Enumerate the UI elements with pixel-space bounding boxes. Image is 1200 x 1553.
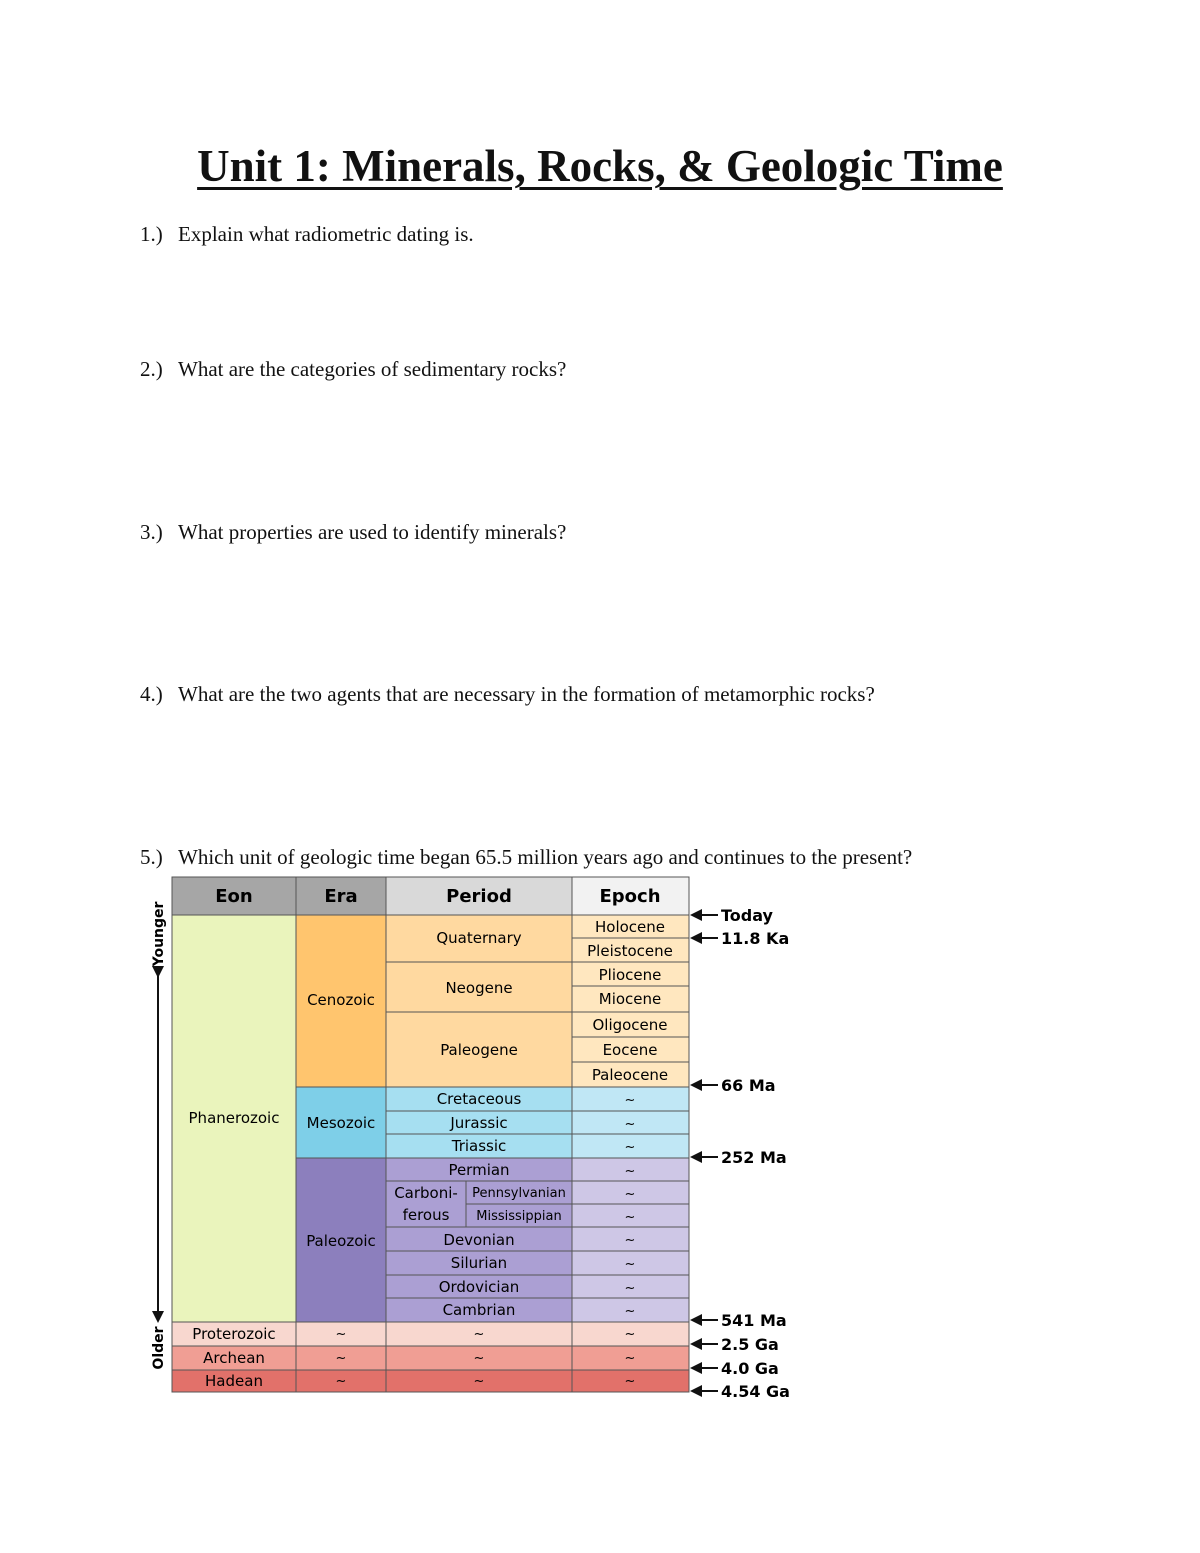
hadean-era-placeholder: ~ (335, 1374, 347, 1389)
archean-epoch-placeholder: ~ (624, 1351, 636, 1366)
era-paleozoic: Paleozoic (306, 1232, 376, 1250)
question-text: What properties are used to identify minerals? (178, 520, 567, 544)
question-text: Which unit of geologic time began 65.5 million years ago and continues to the present? (178, 845, 913, 869)
archean-era-placeholder: ~ (335, 1351, 347, 1366)
axis-younger-label: Younger (151, 901, 167, 967)
period-paleogene: Paleogene (440, 1041, 518, 1059)
epoch-devonian-placeholder: ~ (624, 1233, 636, 1248)
question-number: 2.) (140, 357, 163, 381)
marker-2-5-ga (696, 1335, 779, 1354)
period-ordovician: Ordovician (438, 1278, 520, 1296)
epoch-miocene: Miocene (598, 990, 662, 1008)
marker-4-54-ga-label: 4.54 Ga (721, 1382, 790, 1401)
epoch-permian-placeholder: ~ (624, 1164, 636, 1179)
question-4 (140, 682, 875, 707)
eon-hadean: Hadean (205, 1372, 263, 1390)
marker-today (696, 906, 774, 925)
marker-2-5-ga-label: 2.5 Ga (721, 1335, 779, 1354)
epoch-pliocene: Pliocene (598, 966, 662, 984)
period-cambrian: Cambrian (442, 1301, 516, 1319)
question-number: 5.) (140, 845, 163, 869)
epoch-pleistocene: Pleistocene (587, 942, 673, 960)
question-3 (140, 520, 566, 545)
hadean-period-placeholder: ~ (473, 1374, 485, 1389)
geologic-timescale-figure (140, 872, 800, 1402)
eon-proterozoic: Proterozoic (192, 1325, 276, 1343)
epoch-jurassic-placeholder: ~ (624, 1117, 636, 1132)
epoch-pennsylvanian-placeholder: ~ (624, 1187, 636, 1202)
page-title: Unit 1: Minerals, Rocks, & Geologic Time (197, 141, 1003, 191)
period-jurassic: Jurassic (450, 1114, 508, 1132)
marker-4-0-ga-label: 4.0 Ga (721, 1359, 779, 1378)
epoch-cretaceous-placeholder: ~ (624, 1093, 636, 1108)
epoch-eocene: Eocene (602, 1041, 658, 1059)
epoch-silurian-placeholder: ~ (624, 1257, 636, 1272)
eon-archean: Archean (203, 1349, 265, 1367)
period-devonian: Devonian (443, 1231, 515, 1249)
epoch-mississippian-placeholder: ~ (624, 1210, 636, 1225)
epoch-triassic-placeholder: ~ (624, 1140, 636, 1155)
marker-252-ma (696, 1148, 787, 1167)
marker-4-54-ga (696, 1382, 790, 1401)
axis-older-label: Older (151, 1326, 167, 1370)
epoch-holocene: Holocene (594, 918, 666, 936)
era-mesozoic: Mesozoic (306, 1114, 376, 1132)
header-epoch: Epoch (599, 886, 661, 907)
epoch-cambrian-placeholder: ~ (624, 1304, 636, 1319)
period-neogene: Neogene (445, 979, 513, 997)
proterozoic-period-placeholder: ~ (473, 1327, 485, 1342)
header-era: Era (324, 886, 358, 907)
proterozoic-era-placeholder: ~ (335, 1327, 347, 1342)
epoch-paleocene: Paleocene (591, 1066, 669, 1084)
archean-period-placeholder: ~ (473, 1351, 485, 1366)
marker-4-0-ga (696, 1359, 779, 1378)
question-text: What are the two agents that are necessary in the formation of metamorphic rocks? (178, 682, 875, 706)
epoch-ordovician-placeholder: ~ (624, 1281, 636, 1296)
question-text: Explain what radiometric dating is. (178, 222, 474, 246)
period-carboniferous-line1: Carboni- (394, 1184, 458, 1202)
question-2 (140, 357, 566, 382)
marker-66-ma-label: 66 Ma (721, 1076, 776, 1095)
question-number: 1.) (140, 222, 163, 246)
period-cretaceous: Cretaceous (436, 1090, 522, 1108)
question-5 (140, 845, 912, 870)
marker-11-8-ka-label: 11.8 Ka (721, 929, 790, 948)
marker-66-ma (696, 1076, 776, 1095)
question-1 (140, 222, 474, 247)
subperiod-pennsylvanian: Pennsylvanian (472, 1186, 566, 1201)
marker-541-ma-label: 541 Ma (721, 1311, 787, 1330)
question-number: 4.) (140, 682, 163, 706)
period-permian: Permian (448, 1161, 510, 1179)
epoch-oligocene: Oligocene (592, 1016, 668, 1034)
period-silurian: Silurian (450, 1254, 508, 1272)
marker-541-ma (696, 1311, 787, 1330)
question-number: 3.) (140, 520, 163, 544)
question-text: What are the categories of sedimentary rocks? (178, 357, 567, 381)
header-eon: Eon (215, 886, 253, 907)
header-period: Period (446, 886, 512, 907)
marker-today-label: Today (721, 906, 773, 925)
marker-252-ma-label: 252 Ma (721, 1148, 787, 1167)
period-quaternary: Quaternary (436, 929, 522, 947)
marker-11-8-ka (696, 929, 789, 948)
era-cenozoic: Cenozoic (307, 991, 375, 1009)
proterozoic-epoch-placeholder: ~ (624, 1327, 636, 1342)
period-carboniferous-line2: ferous (402, 1206, 450, 1224)
hadean-epoch-placeholder: ~ (624, 1374, 636, 1389)
subperiod-mississippian: Mississippian (476, 1209, 562, 1224)
eon-phanerozoic: Phanerozoic (188, 1109, 280, 1127)
period-triassic: Triassic (451, 1137, 507, 1155)
